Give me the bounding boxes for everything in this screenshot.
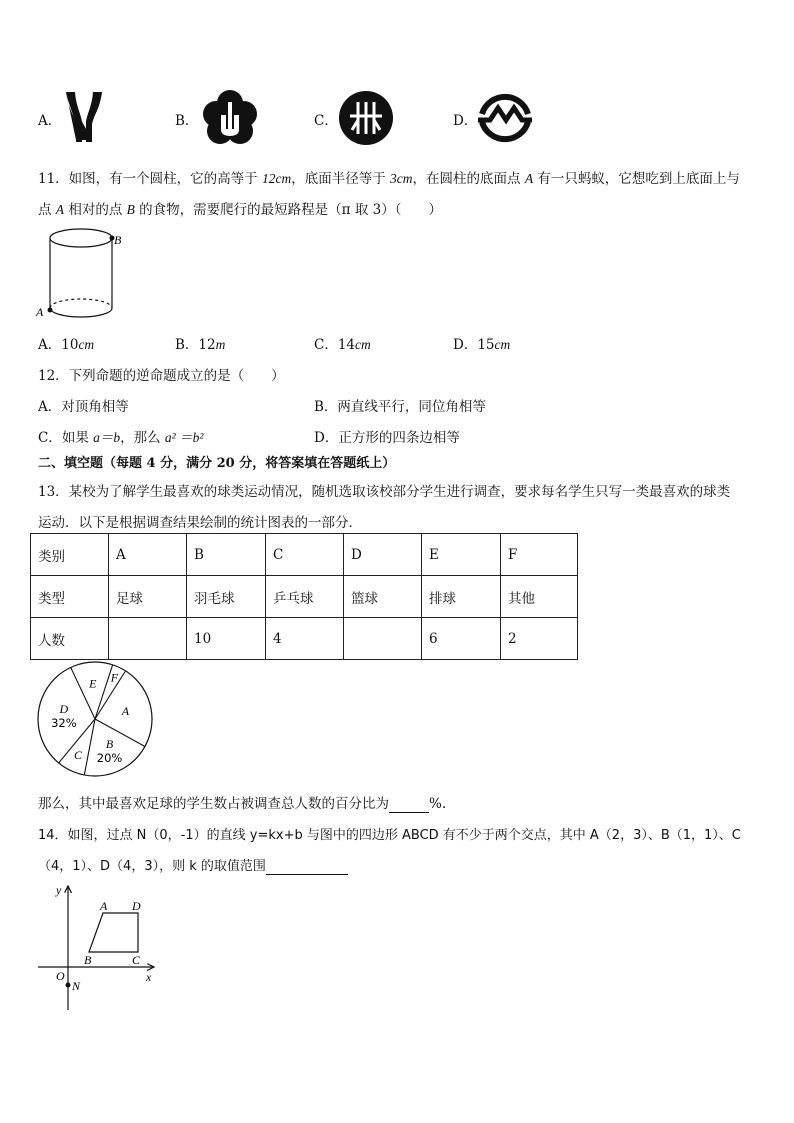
- point-b-label: B: [84, 953, 92, 967]
- q13-answer-blank[interactable]: [389, 796, 429, 813]
- point-d-label: D: [132, 899, 141, 913]
- table-cell: [344, 618, 422, 660]
- table-cell: E: [422, 534, 501, 576]
- q13-stats-table: [30, 533, 578, 660]
- q11-line-2: 点 A 相对的点 B 的食物，需要爬行的最短路程是（π 取 3）（ ）: [38, 202, 442, 218]
- point-a-label: A: [100, 899, 108, 913]
- q14-answer-blank[interactable]: [266, 859, 348, 875]
- q13-question: 那么，其中最喜欢足球的学生数占被调查总人数的百分比为 %.: [38, 796, 447, 812]
- q10-option-a-label: A．: [38, 113, 62, 129]
- q12-option-b[interactable]: B．两直线平行，同位角相等: [314, 399, 486, 415]
- table-cell: A: [109, 534, 187, 576]
- q12-option-c[interactable]: C．如果 a＝b，那么 a² ＝b²: [38, 430, 204, 446]
- pie-percent-b: 20%: [96, 750, 123, 765]
- q12-option-a[interactable]: A．对顶角相等: [38, 399, 129, 415]
- table-cell: 人数: [31, 618, 109, 660]
- flower-logo-icon: [200, 90, 260, 146]
- point-n-label: N: [72, 979, 81, 993]
- table-cell: [109, 618, 187, 660]
- section-2-heading: 二、填空题（每题 4 分，满分 20 分，将答案填在答题纸上）: [38, 456, 396, 471]
- forked-y-logo-icon: [62, 90, 106, 142]
- table-row: [31, 618, 578, 660]
- wave-logo-icon: [476, 90, 534, 146]
- x-axis-label: x: [146, 970, 152, 984]
- circle-logo-icon: [338, 90, 394, 146]
- table-cell: 类别: [31, 534, 109, 576]
- point-c-label: C: [132, 953, 141, 967]
- table-cell: 6: [422, 618, 501, 660]
- cylinder-label-b: B: [114, 233, 122, 247]
- q12-stem: 12．下列命题的逆命题成立的是（ ）: [38, 368, 285, 384]
- q10-option-c-label: C．: [314, 113, 338, 129]
- table-cell: C: [266, 534, 344, 576]
- q11-option-a[interactable]: A．10cm: [38, 337, 95, 353]
- pie-label-b: B: [105, 736, 114, 751]
- q10-option-b-label: B．: [175, 113, 199, 129]
- table-cell: 排球: [422, 576, 501, 618]
- table-cell: 2: [501, 618, 578, 660]
- table-cell: B: [187, 534, 266, 576]
- q13-pie-chart: [34, 660, 158, 780]
- pie-label-e: E: [89, 676, 97, 691]
- table-cell: 4: [266, 618, 344, 660]
- table-cell: 篮球: [344, 576, 422, 618]
- table-cell: D: [344, 534, 422, 576]
- y-axis-label: y: [56, 883, 62, 897]
- q14-line-2: （4，1）、D（4，3），则 k 的取值范围: [38, 855, 348, 875]
- q11-option-d[interactable]: D．15cm: [453, 337, 511, 353]
- q11-option-c[interactable]: C．14cm: [314, 337, 371, 353]
- table-cell: 乒乓球: [266, 576, 344, 618]
- table-cell: 类型: [31, 576, 109, 618]
- q13-line-2: 运动．以下是根据调查结果绘制的统计图表的一部分．: [38, 515, 362, 531]
- q14-line-1: 14．如图，过点 N（0，-1）的直线 y=kx+b 与图中的四边形 ABCD 有不少于两个交点，其中 A（2，3）、B（1，1）、C: [38, 828, 741, 843]
- table-cell: F: [501, 534, 578, 576]
- q14-coordinate-graph: [34, 880, 164, 1016]
- pie-label-c: C: [74, 748, 83, 763]
- table-row: [31, 576, 578, 618]
- q12-option-d[interactable]: D．正方形的四条边相等: [314, 430, 460, 446]
- pie-label-a: A: [121, 704, 130, 719]
- table-cell: 羽毛球: [187, 576, 266, 618]
- table-row: [31, 534, 578, 576]
- q11-option-b[interactable]: B．12m: [175, 337, 226, 353]
- table-cell: 其他: [501, 576, 578, 618]
- q10-option-d-label: D．: [453, 113, 478, 129]
- pie-label-f: F: [110, 670, 119, 685]
- pie-percent-d: 32%: [51, 716, 77, 731]
- table-cell: 足球: [109, 576, 187, 618]
- cylinder-figure: [34, 222, 134, 322]
- table-cell: 10: [187, 618, 266, 660]
- q11-line-1: 11．如图，有一个圆柱，它的高等于 12cm，底面半径等于 3cm，在圆柱的底面点 A 有一只蚂蚁，它想吃到上底面上与: [38, 171, 740, 187]
- q13-line-1: 13．某校为了解学生最喜欢的球类运动情况，随机选取该校部分学生进行调查，要求每名学生只写一类最喜欢的球类: [38, 484, 731, 500]
- pie-label-d: D: [59, 702, 69, 717]
- cylinder-label-a: A: [36, 305, 44, 319]
- origin-label: O: [56, 969, 65, 983]
